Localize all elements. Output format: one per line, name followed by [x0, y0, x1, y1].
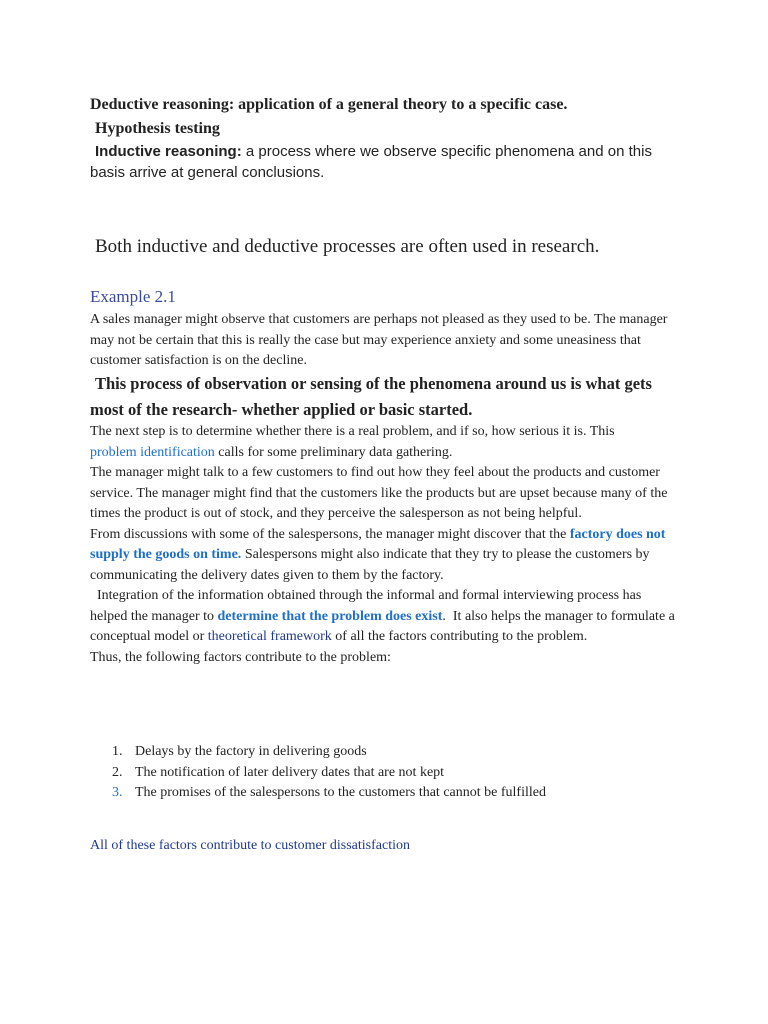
problem-exists-highlight: determine that the problem does exist — [217, 608, 443, 624]
definitions-block — [90, 93, 680, 183]
next-step-paragraph: The next step is to determine whether there is a real problem, and if so, how serious it is. This problem identification calls for some preliminary data gathering. — [90, 424, 615, 460]
observation-process-statement: This process of observation or sensing of the phenomena around us is what gets most of the research- whether applied or basic started. — [90, 374, 652, 419]
thus-paragraph: Thus, the following factors contribute to the problem: — [90, 649, 391, 665]
example-body — [90, 422, 680, 668]
example-intro: A sales manager might observe that customers are perhaps not pleased as they used to be. The manager may not be certain that this is really the case but may experience anxiety and some uneasiness that customer satisfaction is on the decline. — [90, 312, 668, 368]
factory-supply-highlight: factory does not supply the goods on time. — [90, 526, 666, 562]
conclusion-statement: All of these factors contribute to customer dissatisfaction — [90, 838, 410, 853]
discussions-paragraph: From discussions with some of the salespersons, the manager might discover that the factory does not supply the goods on time. Salespersons might also indicate that they try to please the customers by communicating the delivery dates given to them by the factory. — [90, 526, 666, 583]
list-item: 1. Delays by the factory in delivering goods — [112, 744, 367, 759]
problem-identification-link: problem identification — [90, 444, 215, 460]
theoretical-framework-term: theoretical framework — [207, 629, 332, 644]
list-item: 3. The promises of the salespersons to the customers that cannot be fulfilled — [112, 785, 546, 800]
deductive-definition: Deductive reasoning: application of a general theory to a specific case. — [90, 96, 568, 113]
inductive-definition: Inductive reasoning: a process where we observe specific phenomena and on this basis arrive at general conclusions. — [90, 143, 652, 181]
manager-talk-paragraph: The manager might talk to a few customers to find out how they feel about the products and customer service. The manager might find that the customers like the products but are upset because many of the times the product is out of stock, and they perceive the salesperson as not being helpful. — [90, 465, 668, 521]
list-item: 2. The notification of later delivery dates that are not kept — [112, 764, 445, 780]
integration-paragraph: Integration of the information obtained through the informal and formal interviewing process has helped the manager to determine that the problem does exist. It also helps the manager to formulate a conceptual model or theoretical framework of all the factors contributing to the problem. — [90, 588, 679, 644]
hypothesis-testing-heading: Hypothesis testing — [95, 120, 220, 137]
both-processes-statement: Both inductive and deductive processes are often used in research. — [95, 236, 600, 257]
example-title: Example 2.1 — [90, 287, 176, 306]
factors-list — [90, 742, 680, 804]
